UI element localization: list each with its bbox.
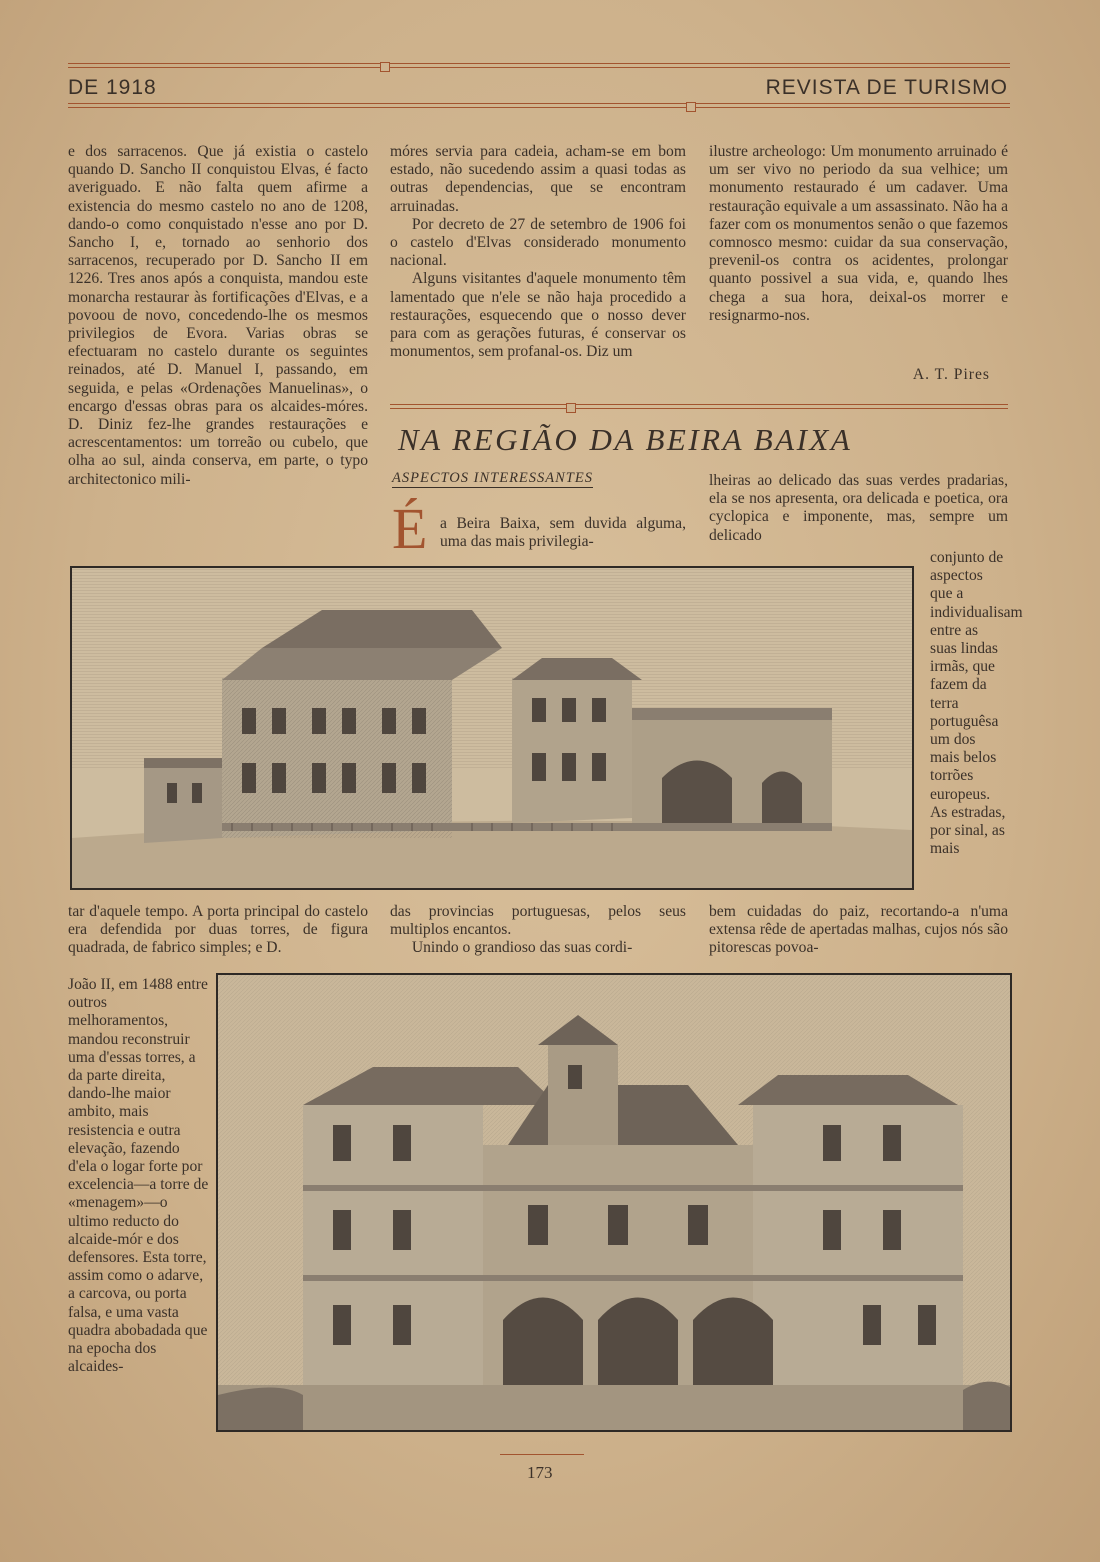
header-ornament-bottom — [686, 102, 696, 112]
column-3-middle — [709, 903, 1008, 958]
col2-paragraph-3: Alguns visitantes d'aquele monumento têm lamentado que n'ele se não haja procedido a restaurações, esquecendo que o nosso dever para com as gerações futuras, é conservar os monumentos, sem profanal-os. Diz um — [390, 270, 686, 361]
article-intro-col3 — [709, 472, 1008, 545]
header-top-rule — [68, 63, 1010, 68]
article-divider-ornament — [566, 403, 576, 413]
article-col3-intro-text: lheiras ao delicado das suas verdes pradarias, ela se nos apresenta, ora delicada e poetica, ora cyclopica e imponente, mas, sempre um delicado — [709, 472, 1008, 544]
article-col2-cont-1: das provincias portuguesas, pelos seus multiplos encantos. — [390, 903, 686, 939]
article-col3-bottom-text: bem cuidadas do paiz, recortando-a n'uma extensa rêde de apertadas malhas, cujos nós são pitorescas povoa- — [709, 903, 1008, 957]
building-engraving-1-drawing — [72, 568, 912, 888]
header-bottom-rule — [68, 103, 1010, 108]
header-ornament-top — [380, 62, 390, 72]
column-3-top — [709, 143, 1008, 325]
col2-paragraph-2: Por decreto de 27 de setembro de 1906 foi o castelo d'Elvas considerado monumento nacional. — [390, 215, 686, 270]
article-intro-col2 — [440, 515, 686, 551]
column-2-middle — [390, 903, 686, 958]
article-title: NA REGIÃO DA BEIRA BAIXA — [398, 422, 853, 457]
article-intro-text: a Beira Baixa, sem duvida alguma, uma das mais privilegia- — [440, 515, 686, 551]
col3-paragraph: ilustre archeologo: Um monumento arruinado é um ser vivo no periodo da sua velhice; um monumento restaurado é um cadaver. Uma restauração equivale a um assassinato. Não ha a fazer com os monumentos senão o que fazemos comnosco mesmo: cuidar da sua conservação, prevenil-os contra os acidentes, prolongar quanto possivel a sua vida, e, quando lhes chega a sua hora, deixal-os morrer e resignarmo-nos. — [709, 143, 1008, 324]
article-col3-narrow-text: conjunto de aspectos que a individualisam entre as suas lindas irmãs, que fazem da terra portuguêsa um dos mais belos torrões europeus. As estradas, por sinal, as mais — [930, 549, 1023, 858]
header-left: DE 1918 — [68, 76, 157, 99]
column-1-middle — [68, 903, 368, 958]
column-1-top — [68, 143, 368, 489]
building-engraving-2-drawing — [218, 975, 1010, 1430]
col1-narrow-text: João II, em 1488 entre outros melhoramentos, mandou reconstruir uma d'essas torres, a da parte direita, dando-lhe maior ambito, mais resistencia e outra elevação, fazendo d'ela o logar forte por excelencia—a torre de «menagem»—o ultimo reducto do alcaide-mór e dos defensores. Esta torre, assim como o adarve, a carcova, ou porta falsa, e uma vasta quadra abobadada que na epocha dos alcaides- — [68, 976, 209, 1376]
column-1-narrow — [68, 976, 210, 1376]
building-engraving-2 — [216, 973, 1012, 1432]
header-right: REVISTA DE TURISMO — [765, 76, 1008, 99]
column-2-top — [390, 143, 686, 361]
col1-middle-text: tar d'aquele tempo. A porta principal do castelo era defendida por duas torres, de figura quadrada, de fabrico simples; e D. — [68, 903, 368, 957]
col1-paragraph: e dos sarracenos. Que já existia o castelo quando D. Sancho II conquistou Elvas, é facto averiguado. E não falta quem afirme a existencia do mesmo castelo no ano de 1208, dando-o como conquistado n'esse ano por D. Sancho I, e, tornado ao senhorio dos sarracenos, recuperado por D. Sancho II em 1226. Tres anos após a conquista, mandou este monarcha restaurar às fortificações d'Elvas, e a povoou de novo, concedendo-lhe os mesmos privilegios de Evora. Varias obras se efectuaram no castelo durante os seguintes reinados, até D. Manuel I, passando, em seguida, e pelas «Ordenações Manuelinas», o encargo d'essas obras para os alcaides-móres. D. Diniz fez-lhe grandes restaurações e acrescentamentos: um torreão ou cubelo, que olha ao sul, ainda conserva, em parte, o typo architectonico mili- — [68, 143, 368, 488]
article-divider — [390, 404, 1008, 409]
author-signature: A. T. Pires — [912, 366, 990, 383]
page-number-rule — [500, 1454, 584, 1455]
page-number: 173 — [527, 1463, 553, 1482]
drop-cap: É — [392, 496, 428, 561]
col2-paragraph-1: móres servia para cadeia, acham-se em bom estado, não sucedendo assim a quasi todas as outras dependencias, que se encontram arruinadas. — [390, 143, 686, 215]
article-col3-narrow — [930, 549, 1023, 858]
building-engraving-1 — [70, 566, 914, 890]
article-col2-cont-2: Unindo o grandioso das suas cordi- — [411, 939, 633, 957]
article-subtitle: ASPECTOS INTERESSANTES — [392, 470, 593, 486]
